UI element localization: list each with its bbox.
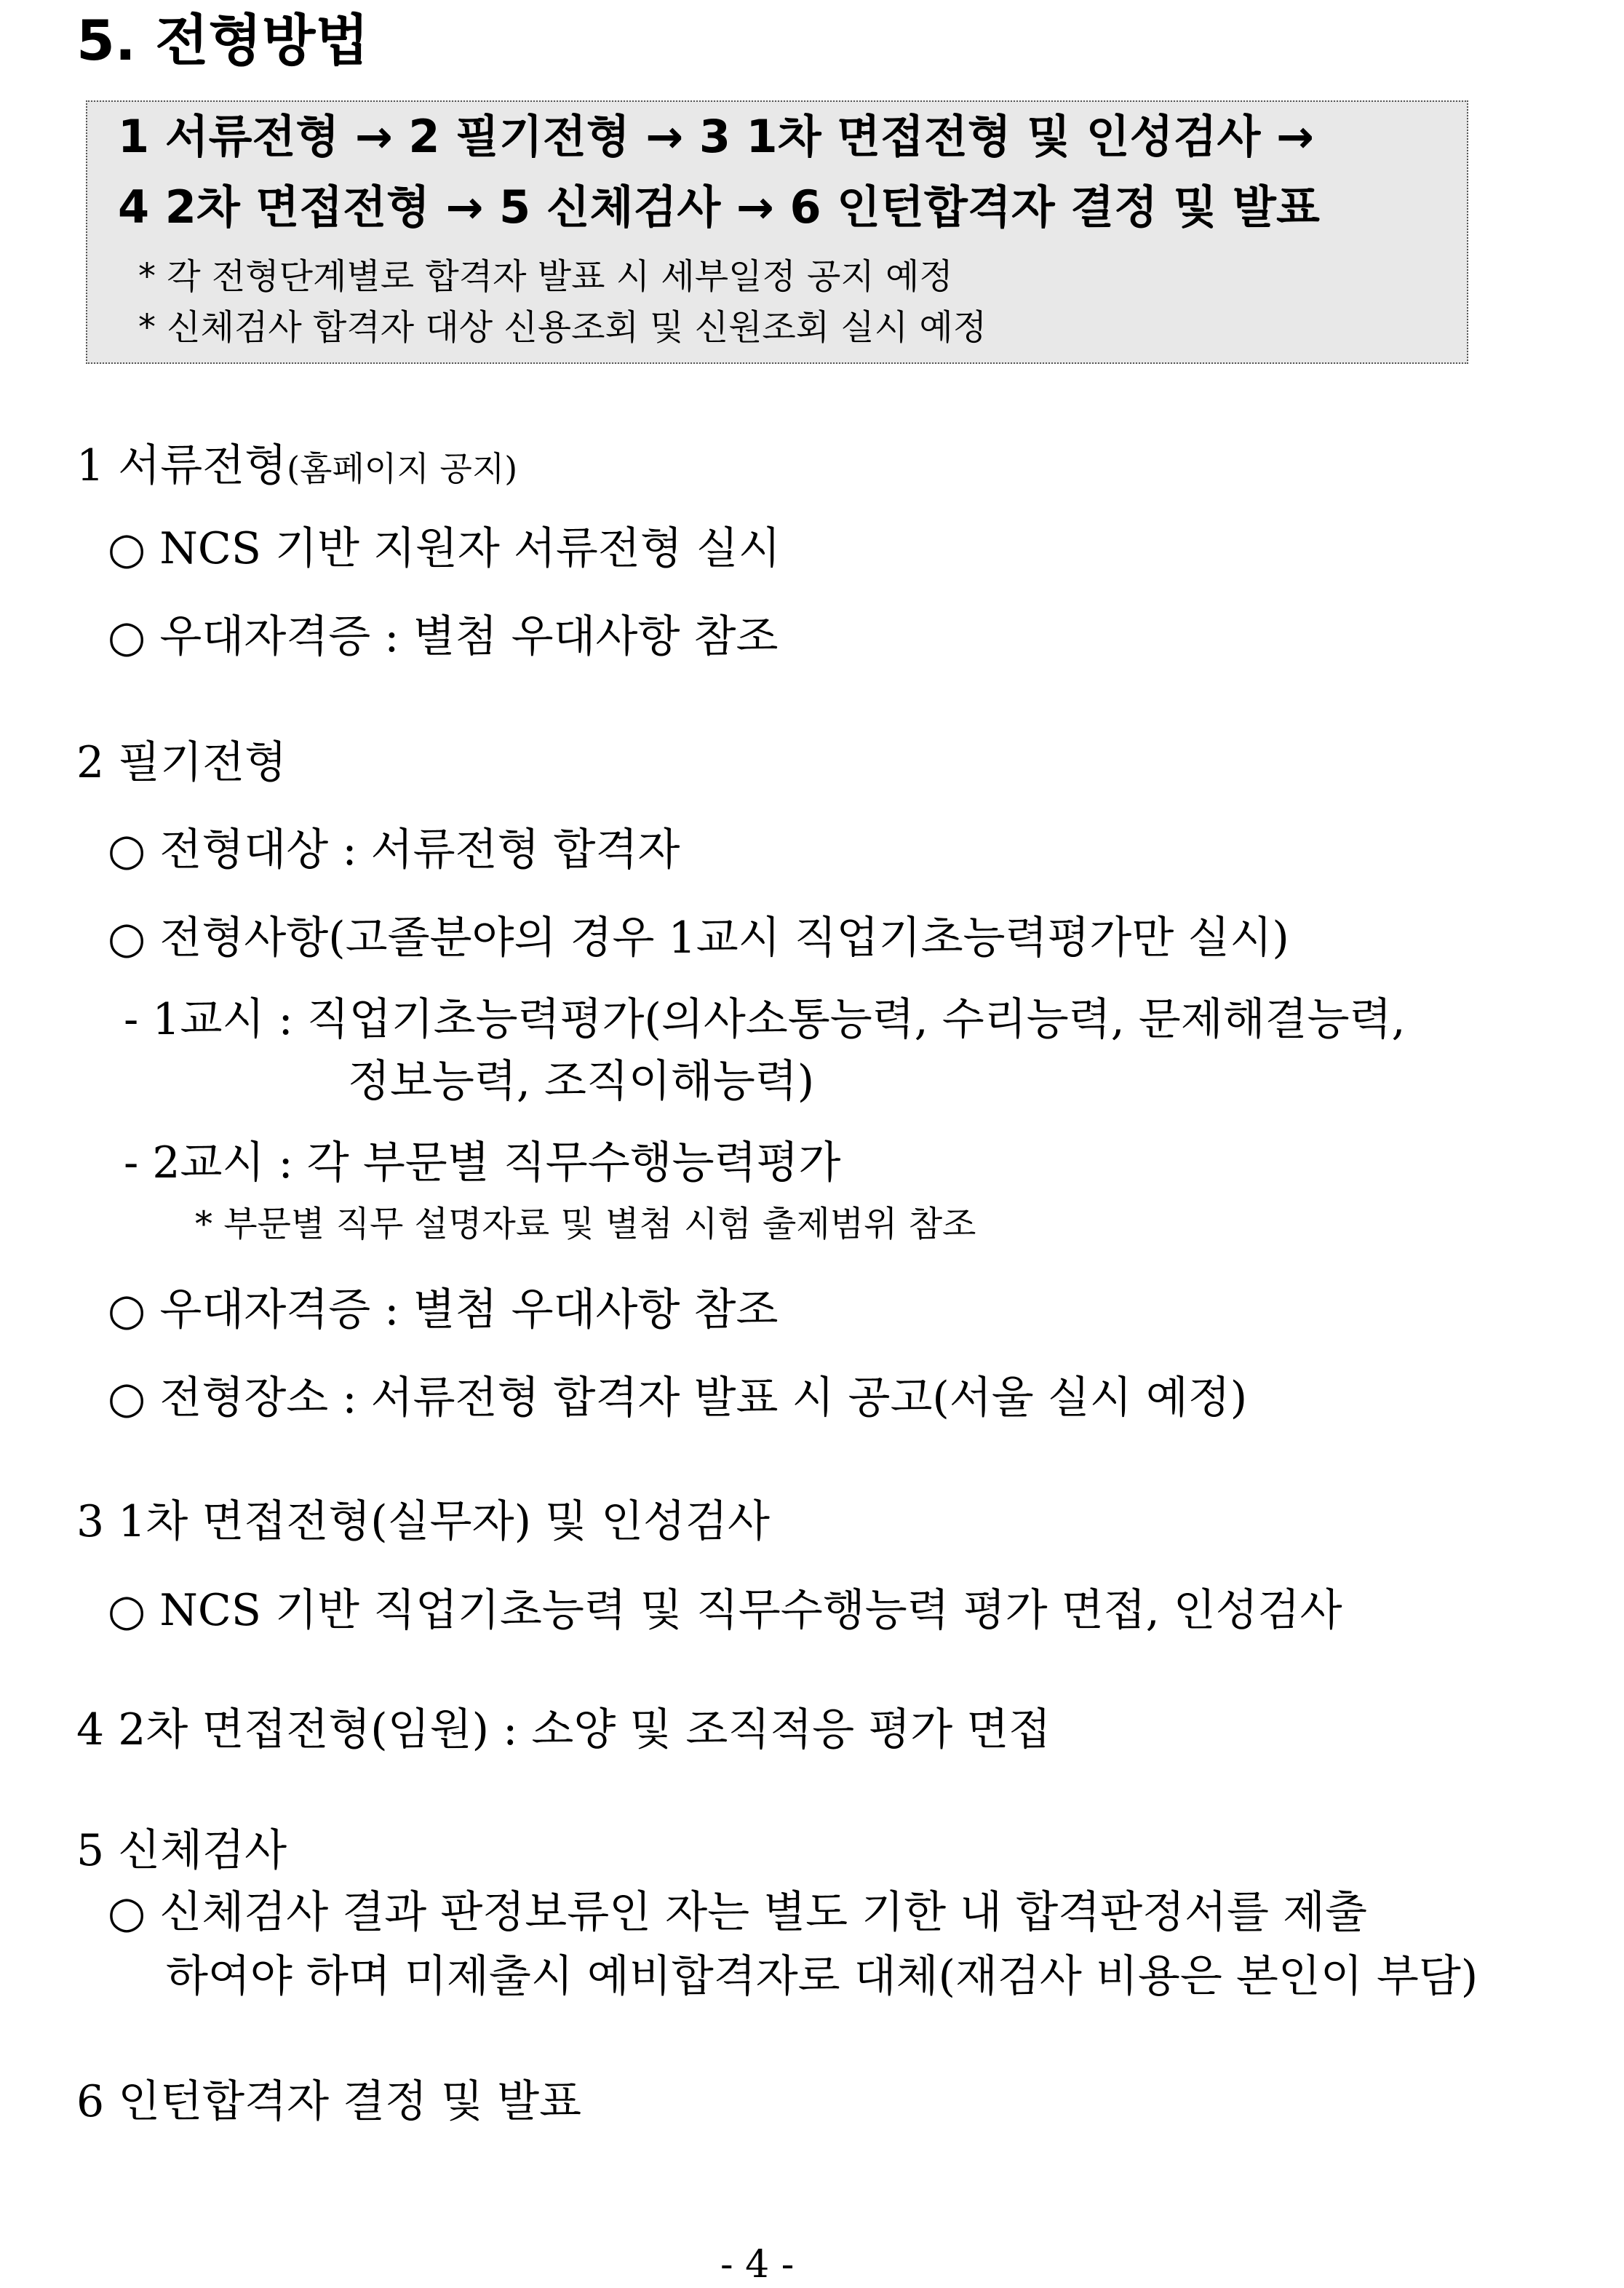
step2-item-2: ○ 전형사항(고졸분야의 경우 1교시 직업기초능력평가만 실시) bbox=[108, 913, 1289, 964]
step2-period2-note: * 부문별 직무 설명자료 및 별첨 시험 출제범위 참조 bbox=[195, 1204, 976, 1244]
step1-title-text: 1 서류전형 bbox=[76, 440, 287, 491]
step2-item-3: ○ 우대자격증 : 별첨 우대사항 참조 bbox=[108, 1284, 779, 1335]
section-heading: 5. 전형방법 bbox=[76, 8, 369, 73]
step1-item-1: ○ NCS 기반 지원자 서류전형 실시 bbox=[108, 523, 781, 574]
step2-item-1: ○ 전형대상 : 서류전형 합격자 bbox=[108, 825, 680, 875]
step4-title: 4 2차 면접전형(임원) : 소양 및 조직적응 평가 면접 bbox=[76, 1704, 1051, 1755]
step5-item-1-line-1: ○ 신체검사 결과 판정보류인 자는 별도 기한 내 합격판정서를 제출 bbox=[108, 1887, 1367, 1938]
step6-title: 6 인턴합격자 결정 및 발표 bbox=[76, 2076, 582, 2127]
step3-title: 3 1차 면접전형(실무자) 및 인성검사 bbox=[76, 1496, 770, 1547]
page-number: - 4 - bbox=[720, 2243, 795, 2287]
step5-item-1-line-2: 하여야 하며 미제출시 예비합격자로 대체(재검사 비용은 본인이 부담) bbox=[166, 1951, 1478, 2002]
step5-title: 5 신체검사 bbox=[76, 1825, 287, 1876]
step2-period2: - 2교시 : 각 부문별 직무수행능력평가 bbox=[124, 1137, 841, 1188]
summary-note-2: * 신체검사 합격자 대상 신용조회 및 신원조회 실시 예정 bbox=[138, 307, 987, 348]
step2-title: 2 필기전형 bbox=[76, 737, 287, 788]
step1-title-suffix: (홈페이지 공지) bbox=[287, 449, 518, 488]
step1-title bbox=[76, 438, 517, 496]
step2-period1-line-1: - 1교시 : 직업기초능력평가(의사소통능력, 수리능력, 문제해결능력, bbox=[124, 994, 1406, 1045]
step1-item-2: ○ 우대자격증 : 별첨 우대사항 참조 bbox=[108, 611, 779, 662]
step3-item-1: ○ NCS 기반 직업기초능력 및 직무수행능력 평가 면접, 인성검사 bbox=[108, 1585, 1342, 1636]
step2-item-4: ○ 전형장소 : 서류전형 합격자 발표 시 공고(서울 실시 예정) bbox=[108, 1373, 1248, 1423]
summary-note-1: * 각 전형단계별로 합격자 발표 시 세부일정 공지 예정 bbox=[138, 256, 953, 297]
step2-period1-line-2: 정보능력, 조직이해능력) bbox=[348, 1056, 815, 1107]
process-flow-line-1: 1 서류전형 → 2 필기전형 → 3 1차 면접전형 및 인성검사 → bbox=[118, 110, 1314, 163]
process-flow-line-2: 4 2차 면접전형 → 5 신체검사 → 6 인턴합격자 결정 및 발표 bbox=[118, 180, 1320, 234]
